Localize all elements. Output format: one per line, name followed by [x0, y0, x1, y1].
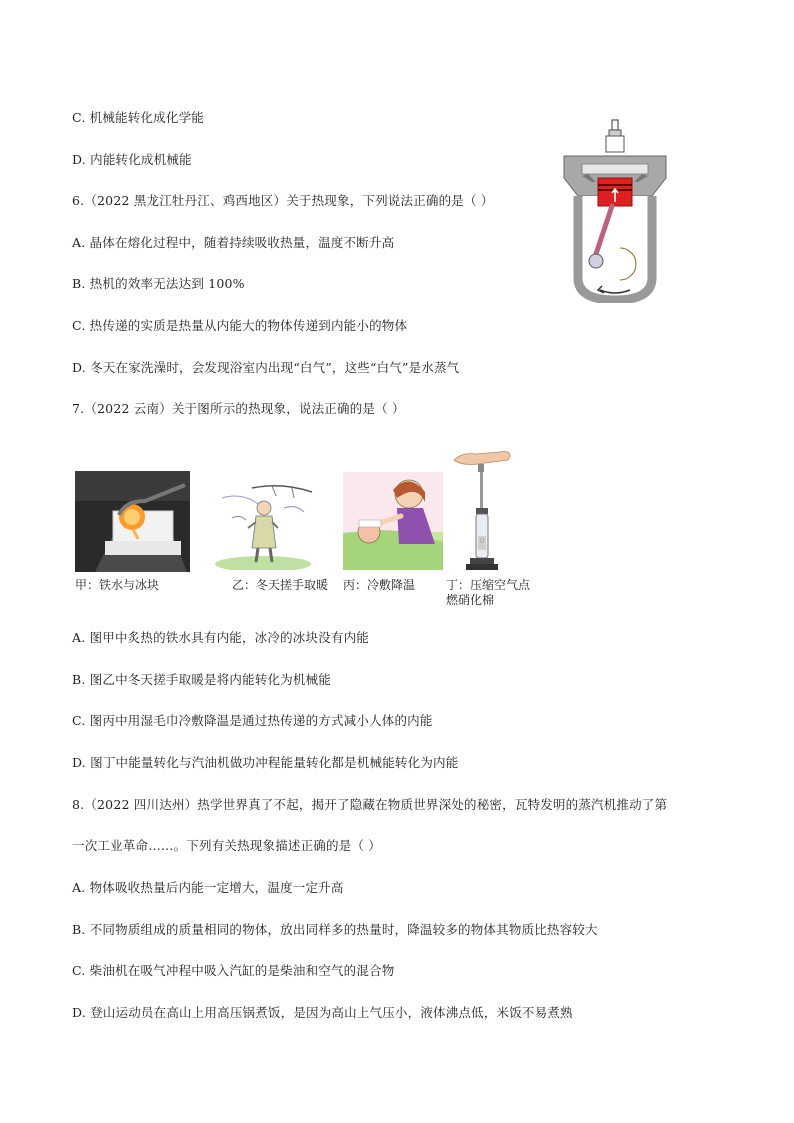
q6-option-d: D. 冬天在家洗澡时，会发现浴室内出现“白气”，这些“白气”是水蒸气 [72, 360, 460, 375]
caption-yi: 乙：冬天搓手取暖 [232, 578, 329, 592]
spark-plug-body [609, 130, 621, 136]
piston-ring-1 [598, 184, 632, 186]
q8-option-b: B. 不同物质组成的质量相同的物体，放出同样多的热量时，降温较多的物体其物质比热容较大 [72, 922, 598, 937]
q6-option-c: C. 热传递的实质是热量从内能大的物体传递到内能小的物体 [72, 318, 408, 333]
head-chamber [582, 164, 648, 174]
cylinder-wall [578, 196, 652, 300]
q7-option-a: A. 图甲中炙热的铁水具有内能，冰冷的冰块没有内能 [72, 630, 369, 645]
q6-option-a: A. 晶体在熔化过程中，随着持续吸收热量，温度不断升高 [72, 235, 395, 250]
q7-option-b: B. 图乙中冬天搓手取暖是将内能转化为机械能 [72, 672, 332, 687]
q7-stem: 7.（2022 云南）关于图所示的热现象，说法正确的是（ ） [72, 401, 405, 416]
q7-option-d: D. 图丁中能量转化与汽油机做功冲程能量转化都是机械能转化为内能 [72, 755, 459, 770]
q5-option-d: D. 内能转化成机械能 [72, 152, 192, 167]
q8-stem-line1: 8.（2022 四川达州）热学世界真了不起，揭开了隐藏在物质世界深处的秘密，瓦特发明的蒸汽机推动了第 [72, 797, 668, 812]
figure-jia-molten-iron-ice [75, 471, 190, 572]
figure-yi-rubbing-hands [212, 478, 315, 570]
caption-ding-line1: 丁：压缩空气点 [446, 578, 531, 592]
q7-option-c: C. 图丙中用湿毛巾冷敷降温是通过热传递的方式减小人体的内能 [72, 713, 433, 728]
q8-option-d: D. 登山运动员在高山上用高压锅煮饭，是因为高山上气压小，液体沸点低，米饭不易煮熟 [72, 1005, 573, 1020]
spark-plug-base [606, 136, 624, 152]
q8-option-a: A. 物体吸收热量后内能一定增大，温度一定升高 [72, 880, 344, 895]
q6-stem: 6.（2022 黑龙江牡丹江、鸡西地区）关于热现象，下列说法正确的是（ ） [72, 193, 494, 208]
crank-pin [589, 254, 603, 268]
q6-option-b: B. 热机的效率无法达到 100% [72, 276, 245, 291]
figure-bing-cold-compress [343, 472, 443, 570]
q5-option-c: C. 机械能转化成化学能 [72, 110, 204, 125]
spark-plug-top [612, 120, 618, 130]
q8-stem-line2: 一次工业革命……。下列有关热现象描述正确的是（ ） [72, 838, 381, 853]
q8-option-c: C. 柴油机在吸气冲程中吸入汽缸的是柴油和空气的混合物 [72, 963, 395, 978]
engine-cylinder-diagram [560, 118, 670, 303]
caption-jia: 甲：铁水与冰块 [75, 578, 160, 592]
figure-ding-air-compression [452, 436, 514, 574]
caption-bing: 丙：冷敷降温 [343, 578, 416, 592]
caption-ding-line2: 燃硝化棉 [446, 593, 495, 607]
